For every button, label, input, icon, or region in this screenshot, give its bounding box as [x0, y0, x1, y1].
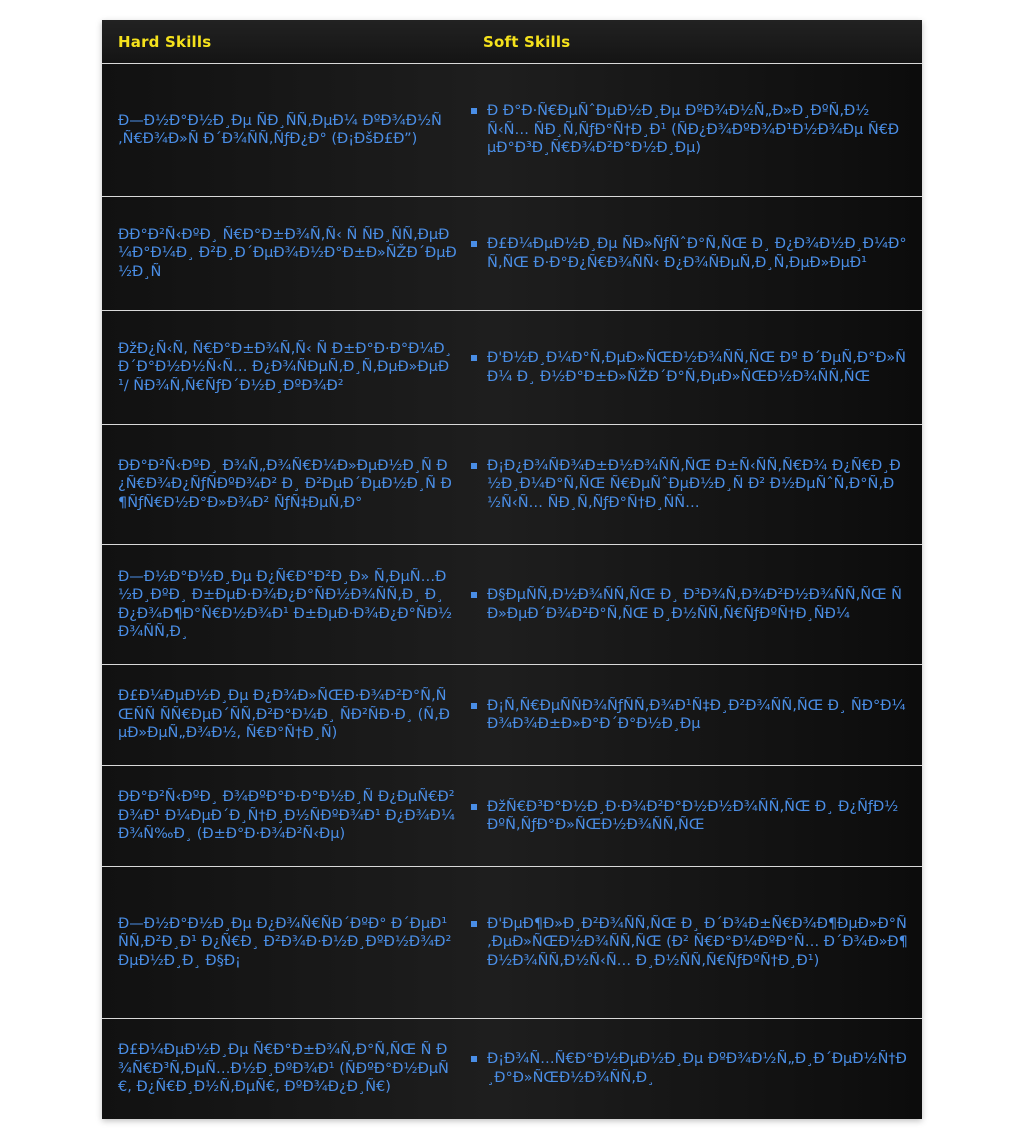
hard-skill-cell: ÐÐ°Ð²Ñ‹ÐºÐ¸ Ð¾ÐºÐ°Ð·Ð°Ð½Ð¸Ñ Ð¿ÐµÑ€Ð²Ð¾Ð¹ Ð¼ÐµÐ´Ð¸Ñ†Ð¸Ð½ÑÐºÐ¾Ð¹ Ð¿Ð¾Ð¼Ð¾Ñ‰Ð¸ (Ð±Ð°Ð·Ð¾Ð²Ñ‹Ðµ): [102, 766, 467, 867]
table-header: [102, 20, 922, 64]
soft-skill-cell: [467, 197, 922, 311]
table-body: [102, 64, 922, 1119]
soft-skill-cell: [467, 867, 922, 1019]
soft-skill-list: [467, 915, 908, 971]
table-row: [102, 197, 922, 311]
header-hard-skills: Hard Skills: [102, 20, 467, 64]
soft-skill-cell: [467, 64, 922, 197]
soft-skill-list: [467, 798, 908, 835]
skills-table-container: [102, 20, 922, 1119]
soft-skill-cell: [467, 311, 922, 425]
soft-skill-item: Ð'ÐµÐ¶Ð»Ð¸Ð²Ð¾ÑÑ‚ÑŒ Ð¸ Ð´Ð¾Ð±Ñ€Ð¾Ð¶ÐµÐ»Ð°Ñ‚ÐµÐ»ÑŒÐ½Ð¾ÑÑ‚ÑŒ (Ð² Ñ€Ð°Ð¼ÐºÐ°Ñ… Ð´Ð¾Ð»Ð¶Ð½Ð¾ÑÑ‚Ð½Ñ‹Ñ… Ð¸Ð½ÑÑ‚Ñ€ÑƒÐºÑ†Ð¸Ð¹): [487, 915, 908, 969]
table-row: [102, 665, 922, 766]
soft-skill-cell: [467, 1019, 922, 1119]
hard-skill-cell: ÐÐ°Ð²Ñ‹ÐºÐ¸ Ñ€Ð°Ð±Ð¾Ñ‚Ñ‹ Ñ ÑÐ¸ÑÑ‚ÐµÐ¼Ð°Ð¼Ð¸ Ð²Ð¸Ð´ÐµÐ¾Ð½Ð°Ð±Ð»ÑŽÐ´ÐµÐ½Ð¸Ñ: [102, 197, 467, 311]
table-row: [102, 311, 922, 425]
soft-skill-cell: [467, 665, 922, 766]
hard-skill-cell: ÐžÐ¿Ñ‹Ñ‚ Ñ€Ð°Ð±Ð¾Ñ‚Ñ‹ Ñ Ð±Ð°Ð·Ð°Ð¼Ð¸ Ð´Ð°Ð½Ð½Ñ‹Ñ… Ð¿Ð¾ÑÐµÑ‚Ð¸Ñ‚ÐµÐ»ÐµÐ¹/ ÑÐ¾Ñ‚Ñ€ÑƒÐ´Ð½Ð¸ÐºÐ¾Ð²: [102, 311, 467, 425]
soft-skill-item: Ð¡Ð¾Ñ…Ñ€Ð°Ð½ÐµÐ½Ð¸Ðµ ÐºÐ¾Ð½Ñ„Ð¸Ð´ÐµÐ½Ñ†Ð¸Ð°Ð»ÑŒÐ½Ð¾ÑÑ‚Ð¸: [487, 1051, 907, 1086]
hard-skill-cell: Ð£Ð¼ÐµÐ½Ð¸Ðµ Ñ€Ð°Ð±Ð¾Ñ‚Ð°Ñ‚ÑŒ Ñ Ð¾Ñ€Ð³Ñ‚ÐµÑ…Ð½Ð¸ÐºÐ¾Ð¹ (ÑÐºÐ°Ð½ÐµÑ€, Ð¿Ñ€Ð¸Ð½Ñ‚ÐµÑ€, ÐºÐ¾Ð¿Ð¸Ñ€): [118, 1042, 449, 1095]
soft-skill-list: [467, 102, 908, 158]
table-row: [102, 1019, 922, 1119]
soft-skill-cell: [467, 545, 922, 665]
soft-skill-cell: [467, 766, 922, 867]
soft-skill-item: Ð¡Ñ‚Ñ€ÐµÑÑÐ¾ÑƒÑÑ‚Ð¾Ð¹Ñ‡Ð¸Ð²Ð¾ÑÑ‚ÑŒ Ð¸ ÑÐ°Ð¼Ð¾Ð¾Ð±Ð»Ð°Ð´Ð°Ð½Ð¸Ðµ: [487, 697, 908, 734]
soft-skill-list: [467, 235, 908, 272]
header-soft-skills: Soft Skills: [467, 20, 922, 64]
hard-skill-cell: Ð£Ð¼ÐµÐ½Ð¸Ðµ Ð¿Ð¾Ð»ÑŒÐ·Ð¾Ð²Ð°Ñ‚ÑŒÑÑ ÑÑ€ÐµÐ´ÑÑ‚Ð²Ð°Ð¼Ð¸ ÑÐ²ÑÐ·Ð¸ (Ñ‚ÐµÐ»ÐµÑ„Ð¾Ð½, Ñ€Ð°Ñ†Ð¸Ñ): [102, 665, 467, 766]
hard-skill-cell: ÐÐ°Ð²Ñ‹ÐºÐ¸ Ð¾Ñ„Ð¾Ñ€Ð¼Ð»ÐµÐ½Ð¸Ñ Ð¿Ñ€Ð¾Ð¿ÑƒÑÐºÐ¾Ð² Ð¸ Ð²ÐµÐ´ÐµÐ½Ð¸Ñ Ð¶ÑƒÑ€Ð½Ð°Ð»Ð¾Ð² ÑƒÑ‡ÐµÑ‚Ð°: [102, 425, 467, 545]
soft-skill-item: Ð§ÐµÑÑ‚Ð½Ð¾ÑÑ‚ÑŒ Ð¸ Ð³Ð¾Ñ‚Ð¾Ð²Ð½Ð¾ÑÑ‚ÑŒ ÑÐ»ÐµÐ´Ð¾Ð²Ð°Ñ‚ÑŒ Ð¸Ð½ÑÑ‚Ñ€ÑƒÐºÑ†Ð¸ÑÐ¼: [487, 586, 908, 623]
soft-skill-cell: [467, 425, 922, 545]
table-row: [102, 64, 922, 197]
soft-skill-item: Ð£Ð¼ÐµÐ½Ð¸Ðµ ÑÐ»ÑƒÑˆÐ°Ñ‚ÑŒ Ð¸ Ð¿Ð¾Ð½Ð¸Ð¼Ð°Ñ‚ÑŒ Ð·Ð°Ð¿Ñ€Ð¾ÑÑ‹ Ð¿Ð¾ÑÐµÑ‚Ð¸Ñ‚ÐµÐ»ÐµÐ¹: [487, 236, 907, 271]
soft-skill-list: [467, 1050, 908, 1087]
hard-skill-cell: Ð—Ð½Ð°Ð½Ð¸Ðµ Ð¿Ð¾Ñ€ÑÐ´ÐºÐ° Ð´ÐµÐ¹ÑÑ‚Ð²Ð¸Ð¹ Ð¿Ñ€Ð¸ Ð²Ð¾Ð·Ð½Ð¸ÐºÐ½Ð¾Ð²ÐµÐ½Ð¸Ð¸ Ð§Ð¡: [102, 867, 467, 1019]
soft-skill-list: [467, 349, 908, 386]
soft-skill-item: Ð¡Ð¿Ð¾ÑÐ¾Ð±Ð½Ð¾ÑÑ‚ÑŒ Ð±Ñ‹ÑÑ‚Ñ€Ð¾ Ð¿Ñ€Ð¸Ð½Ð¸Ð¼Ð°Ñ‚ÑŒ Ñ€ÐµÑˆÐµÐ½Ð¸Ñ Ð² Ð½ÐµÑˆÑ‚Ð°Ñ‚Ð½Ñ‹Ñ… ÑÐ¸Ñ‚ÑƒÐ°Ñ†Ð¸ÑÑ…: [487, 457, 908, 513]
table-row: [102, 867, 922, 1019]
hard-skill-cell: Ð—Ð½Ð°Ð½Ð¸Ðµ ÑÐ¸ÑÑ‚ÐµÐ¼ ÐºÐ¾Ð½Ñ‚Ñ€Ð¾Ð»Ñ Ð´Ð¾ÑÑ‚ÑƒÐ¿Ð° (Ð¡ÐšÐ£Ð”): [102, 64, 467, 197]
soft-skill-list: [467, 586, 908, 623]
soft-skill-list: [467, 697, 908, 734]
skills-table: [102, 20, 922, 1119]
soft-skill-item: Ð Ð°Ð·Ñ€ÐµÑˆÐµÐ½Ð¸Ðµ ÐºÐ¾Ð½Ñ„Ð»Ð¸ÐºÑ‚Ð½Ñ‹Ñ… ÑÐ¸Ñ‚ÑƒÐ°Ñ†Ð¸Ð¹ (ÑÐ¿Ð¾ÐºÐ¾Ð¹Ð½Ð¾Ðµ Ñ€ÐµÐ°Ð³Ð¸Ñ€Ð¾Ð²Ð°Ð½Ð¸Ðµ): [487, 102, 908, 158]
table-row: [102, 766, 922, 867]
table-row: [102, 425, 922, 545]
soft-skill-item: Ð'Ð½Ð¸Ð¼Ð°Ñ‚ÐµÐ»ÑŒÐ½Ð¾ÑÑ‚ÑŒ Ðº Ð´ÐµÑ‚Ð°Ð»ÑÐ¼ Ð¸ Ð½Ð°Ð±Ð»ÑŽÐ´Ð°Ñ‚ÐµÐ»ÑŒÐ½Ð¾ÑÑ‚ÑŒ: [487, 350, 907, 385]
soft-skill-item: ÐžÑ€Ð³Ð°Ð½Ð¸Ð·Ð¾Ð²Ð°Ð½Ð½Ð¾ÑÑ‚ÑŒ Ð¸ Ð¿ÑƒÐ½ÐºÑ‚ÑƒÐ°Ð»ÑŒÐ½Ð¾ÑÑ‚ÑŒ: [487, 798, 908, 835]
soft-skill-list: [467, 457, 908, 513]
header-row: [102, 20, 922, 64]
table-row: [102, 545, 922, 665]
hard-skill-cell: Ð—Ð½Ð°Ð½Ð¸Ðµ Ð¿Ñ€Ð°Ð²Ð¸Ð» Ñ‚ÐµÑ…Ð½Ð¸ÐºÐ¸ Ð±ÐµÐ·Ð¾Ð¿Ð°ÑÐ½Ð¾ÑÑ‚Ð¸ Ð¸ Ð¿Ð¾Ð¶Ð°Ñ€Ð½Ð¾Ð¹ Ð±ÐµÐ·Ð¾Ð¿Ð°ÑÐ½Ð¾ÑÑ‚Ð¸: [102, 545, 467, 665]
